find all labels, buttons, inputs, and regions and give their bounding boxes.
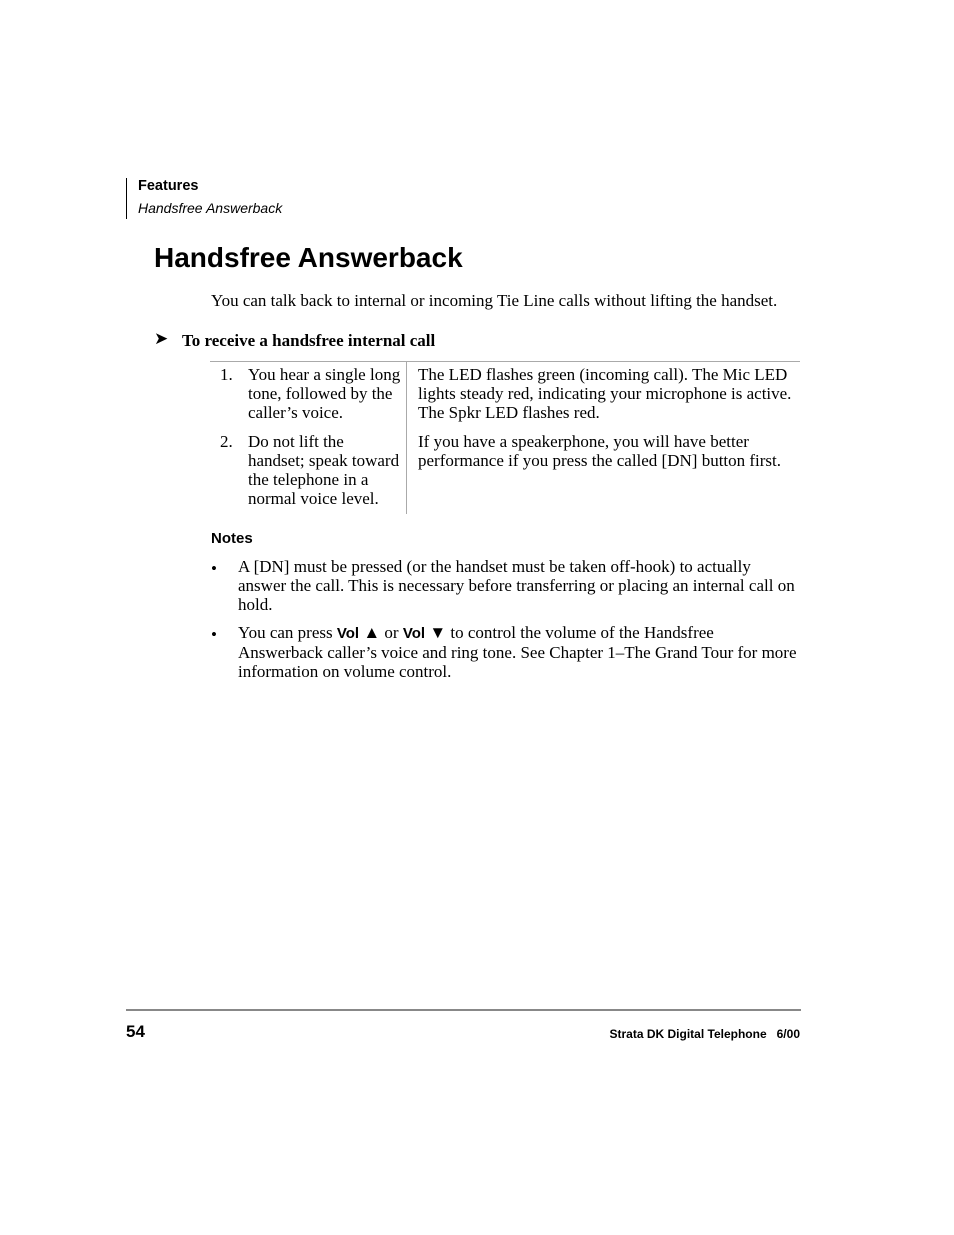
procedure-arrow-icon: ➤ [154, 329, 169, 348]
step-result: The LED flashes green (incoming call). The Mic LED lights steady red, indicating your microphone is active. The Spkr LED flashes red. [418, 365, 792, 422]
running-header-subsection: Handsfree Answerback [138, 200, 283, 216]
footer-document-title: Strata DK Digital Telephone 6/00 [609, 1027, 800, 1041]
step-number: 2. [220, 432, 233, 451]
page-number: 54 [126, 1022, 145, 1041]
step-action: You hear a single long tone, followed by the caller’s voice. [248, 365, 401, 422]
step-result: If you have a speakerphone, you will have better performance if you press the called [DN] button first. [418, 432, 782, 470]
procedure-title: To receive a handsfree internal call [182, 331, 436, 350]
step-number: 1. [220, 365, 233, 384]
vol-down-icon: ▼ [429, 623, 447, 642]
note-2-text: You can press [238, 623, 333, 642]
header-rule [126, 178, 127, 219]
steps-top-rule [210, 361, 800, 362]
intro-paragraph: You can talk back to internal or incoming Tie Line calls without lifting the handset. [211, 291, 778, 310]
vol-key-label: Vol [336, 625, 360, 642]
note-2 [238, 623, 800, 681]
note-2-or: or [384, 623, 399, 642]
vol-up-icon: ▲ [363, 623, 381, 642]
steps-column-divider [406, 361, 407, 514]
bullet-icon: • [211, 625, 217, 644]
footer-rule [126, 1009, 801, 1011]
note-2-text: to control the volume of the Handsfree Answerback caller’s voice and ring tone. See Chapter 1–The Grand Tour for more information on volume control. [238, 623, 797, 681]
page-title: Handsfree Answerback [154, 242, 463, 273]
note-1: A [DN] must be pressed (or the handset must be taken off-hook) to actually answer the call. This is necessary before transferring or placing an internal call on hold. [238, 557, 795, 614]
running-header-section: Features [138, 178, 199, 194]
notes-heading: Notes [211, 530, 253, 547]
step-action: Do not lift the handset; speak toward the telephone in a normal voice level. [248, 432, 400, 508]
bullet-icon: • [211, 559, 217, 578]
vol-key-label: Vol [402, 625, 426, 642]
